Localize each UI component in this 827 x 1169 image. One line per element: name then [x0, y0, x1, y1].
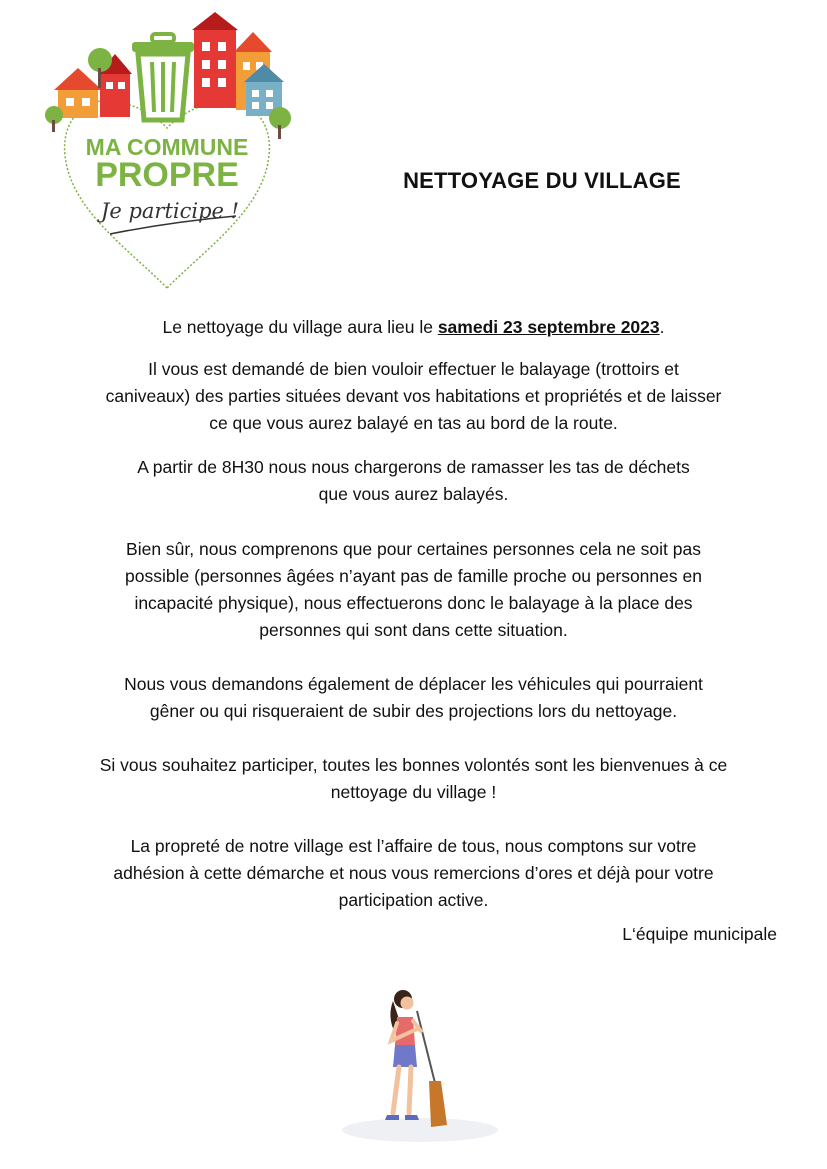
logo-line-2: PROPRE	[95, 156, 239, 194]
paragraph-collection: A partir de 8H30 nous nous chargerons de ramasser les tas de déchets que vous aurez balayés.	[137, 457, 690, 504]
paragraph-date: Le nettoyage du village aura lieu le samedi 23 septembre 2023.	[162, 317, 665, 337]
heart-outline	[65, 100, 270, 288]
notice-body	[40, 314, 787, 948]
paragraph-assistance: Bien sûr, nous comprenons que pour certaines personnes cela ne soit pas possible (personnes âgées n’ayant pas de famille proche ou personnes en incapacité physique), nous effectuerons donc le balayage à la place des personnes qui sont dans cette situation.	[125, 539, 702, 640]
logo-line-3: Je participe !	[100, 199, 240, 223]
paragraph-vehicles: Nous vous demandons également de déplacer les véhicules qui pourraient gêner ou qui risqueraient de subir des projections lors du nettoyage.	[124, 674, 703, 721]
ma-commune-propre-logo	[40, 10, 295, 295]
event-date: samedi 23 septembre 2023	[437, 317, 660, 337]
page-title: NETTOYAGE DU VILLAGE	[403, 168, 681, 193]
logo-line-1: MA COMMUNE	[85, 134, 249, 160]
paragraph-sweeping: Il vous est demandé de bien vouloir effectuer le balayage (trottoirs et caniveaux) des parties situées devant vos habitations et propriétés et de laisser ce que vous aurez balayé en tas au bord de la route.	[105, 359, 722, 433]
paragraph-thanks: La propreté de notre village est l’affaire de tous, nous comptons sur votre adhésion à cette démarche et nous vous remercions d’ores et déjà pour votre participation active.	[113, 836, 714, 910]
trash-can-icon	[132, 34, 194, 120]
signature: L‘équipe municipale	[622, 924, 777, 944]
paragraph-volunteers: Si vous souhaitez participer, toutes les bonnes volontés sont les bienvenues à ce nettoyage du village !	[99, 755, 728, 802]
sweeping-person-illustration	[335, 985, 505, 1145]
